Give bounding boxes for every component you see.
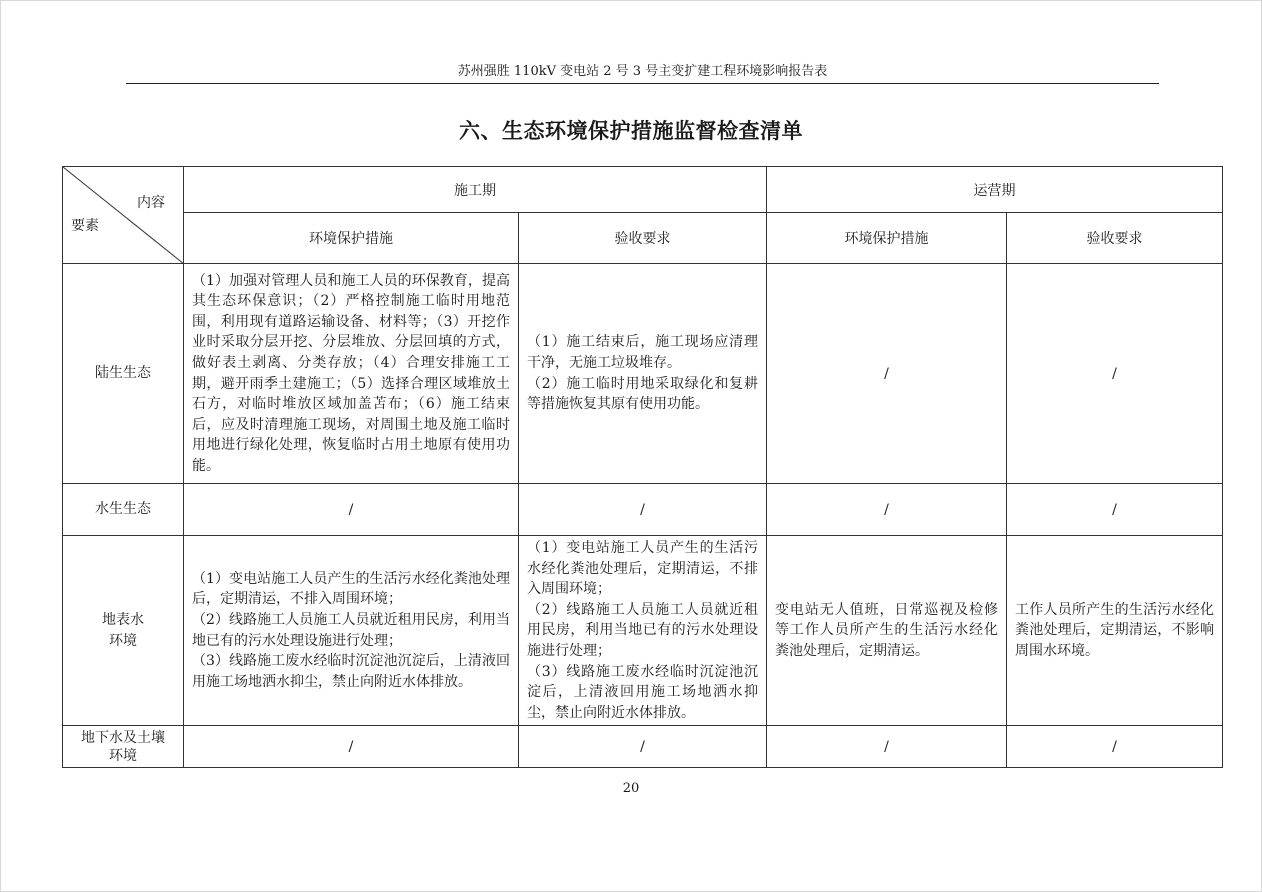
construction-measures-text: （1）变电站施工人员产生的生活污水经化粪池处理后，定期清运，不排入周围环境； （2）线路施工人员施工人员就近租用民房，利用当地已有的污水处理设施进行处理； （3）线路施工废水经临时沉淀池沉淀后，上清液回用施工场地洒水抑尘，禁止向附近水体排放。 [192, 570, 510, 690]
construction-measures-text: （1）加强对管理人员和施工人员的环保教育，提高其生态环保意识；（2）严格控制施工临时用地范围，利用现有道路运输设备、材料等；（3）开挖作业时采取分层开挖、分层堆放、分层回填的方式，做好表土剥离、分类存放；（4）合理安排施工工期，避开雨季土建施工；（5）选择合理区域堆放土石方，对临时堆放区域加盖苫布；（6）施工结束后，应及时清理施工现场，对周围土地及施工临时用地进行绿化处理，恢复临时占用土地原有使用功能。 [192, 272, 510, 474]
construction-measures-cell: / [184, 726, 519, 768]
construction-acceptance-cell [519, 264, 767, 484]
corner-factor-label: 要素 [71, 218, 99, 234]
construction-acceptance-text: （1）变电站施工人员产生的生活污水经化粪池处理后，定期清运，不排入周围环境； （2）线路施工人员施工人员就近租用民房，利用当地已有的污水处理设施进行处理； （3）线路施工废水经临时沉淀池沉淀后，上清液回用施工场地洒水抑尘，禁止向附近水体排放。 [527, 540, 758, 721]
factor-label: 地下水及土壤 环境 [81, 729, 165, 764]
construction-phase-header: 施工期 [184, 167, 767, 213]
section-title: 六、生态环境保护措施监督检查清单 [459, 119, 803, 143]
subheader-row [63, 213, 1223, 264]
construction-acceptance-header: 验收要求 [519, 213, 767, 264]
operation-acceptance-cell [1007, 536, 1223, 726]
operation-acceptance-header: 验收要求 [1007, 213, 1223, 264]
factor-label: 陆生生态 [95, 365, 151, 382]
ecological-checklist-table [62, 166, 1223, 768]
table-row [63, 264, 1223, 484]
operation-measures-header: 环境保护措施 [767, 213, 1007, 264]
construction-measures-header: 环境保护措施 [184, 213, 519, 264]
table-row [63, 726, 1223, 768]
table-row [63, 484, 1223, 536]
factor-cell [63, 726, 184, 768]
operation-acceptance-text: 工作人员所产生的生活污水经化粪池处理后，定期清运，不影响周围水环境。 [1015, 601, 1214, 659]
construction-measures-cell [184, 536, 519, 726]
operation-phase-header: 运营期 [767, 167, 1223, 213]
factor-label: 水生生态 [95, 501, 151, 518]
construction-acceptance-cell [519, 536, 767, 726]
factor-cell [63, 264, 184, 484]
operation-acceptance-cell: / [1007, 484, 1223, 536]
construction-acceptance-cell: / [519, 484, 767, 536]
operation-measures-text: 变电站无人值班，日常巡视及检修等工作人员所产生的生活污水经化粪池处理后，定期清运。 [775, 601, 998, 659]
factor-cell [63, 484, 184, 536]
corner-header-cell [63, 167, 184, 264]
construction-measures-cell: / [184, 484, 519, 536]
operation-acceptance-cell: / [1007, 264, 1223, 484]
operation-acceptance-cell: / [1007, 726, 1223, 768]
operation-measures-cell: / [767, 484, 1007, 536]
factor-cell [63, 536, 184, 726]
construction-measures-cell [184, 264, 519, 484]
corner-content-label: 内容 [137, 195, 165, 211]
operation-measures-cell: / [767, 726, 1007, 768]
page-number: 20 [622, 781, 640, 796]
running-header: 苏州强胜 110kV 变电站 2 号 3 号主变扩建工程环境影响报告表 [126, 62, 1159, 84]
factor-label: 地表水 环境 [102, 612, 144, 649]
table-row [63, 536, 1223, 726]
operation-measures-cell: / [767, 264, 1007, 484]
construction-acceptance-text: （1）施工结束后，施工现场应清理干净，无施工垃圾堆存。 （2）施工临时用地采取绿化和复耕等措施恢复其原有使用功能。 [527, 334, 758, 413]
construction-acceptance-cell: / [519, 726, 767, 768]
operation-measures-cell [767, 536, 1007, 726]
phase-header-row [63, 167, 1223, 213]
